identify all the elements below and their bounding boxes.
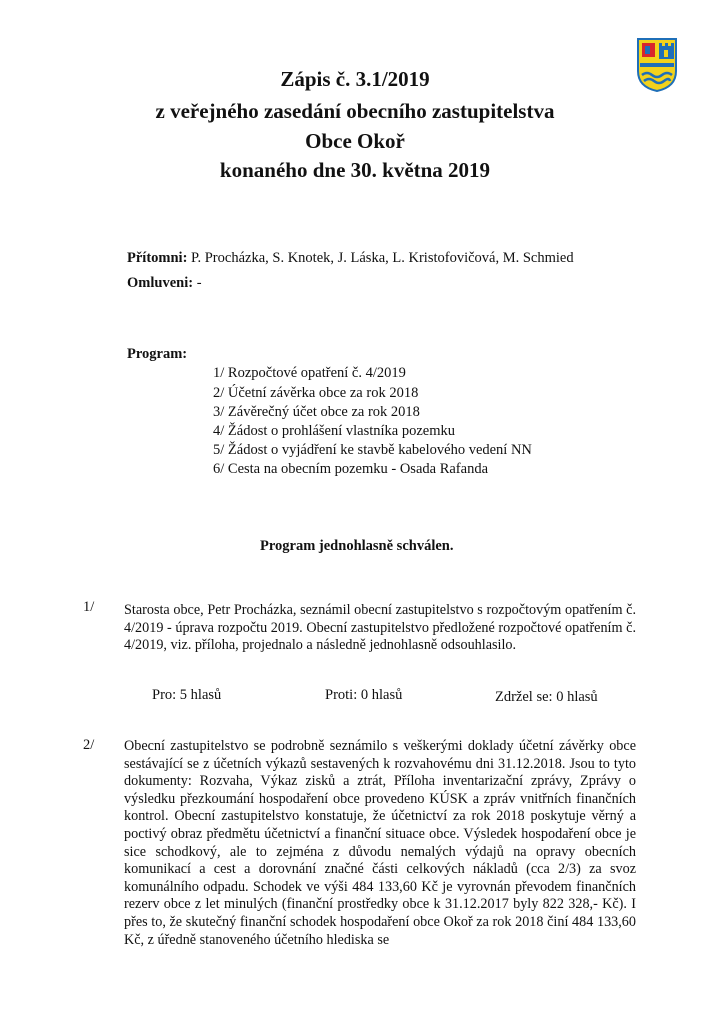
title-line-1: Zápis č. 3.1/2019 [280, 67, 430, 91]
vote-abstain: Zdržel se: 0 hlasů [495, 689, 598, 705]
item-text: Obecní zastupitelstvo se podrobně seznámilo s veškerými doklady účetní závěrky obce sestávající se z účetních výkazů sestavených k rozvahovému dni 31.12.2018. Jsou to tyto dokumenty: Rozvaha, Výkaz zisků a ztrát, Příloha inventarizační zprávy, Zprávy o výsledku přezkoumání hospodaření obce provedeno KÚSK a zpráv vnitřních finančních kontrol. Obecní zastupitelstvo konstatuje, že účetnictví za rok 2018 poskytuje věrný a poctivý obraz předmětu účetnictví a finanční situace obce. Výsledek hospodaření obce je sice schodkový, ale to zejména z důvodu nemalých výdajů na opravy obecních komunikací a cest a dorovnání značné části celkových nákladů (cca 2/3) za svoz komunálního odpadu. Schodek ve výši 484 133,60 Kč je vyrovnán převodem finančních rezerv obce z let minulých (finanční prostředky obce k 31.12.2017 byly 822 328,- Kč). I přes to, že skutečný finanční schodek hospodaření obce Okoř za rok 2018 činí 484 133,60 Kč, z úředně stanoveného účetního hlediska se [124, 738, 636, 948]
item-number: 2/ [83, 737, 95, 753]
program-approval: Program jednohlasně schválen. [260, 538, 454, 554]
present-row [127, 250, 574, 267]
item-text: Starosta obce, Petr Procházka, seznámil obecní zastupitelstvo s rozpočtovým opatřením č. 4/2019 - úprava rozpočtu 2019. Obecní zastupitelstvo předložené rozpočtové opatřením č. 4/2019, viz. příloha, projednalo a následně jednohlasně odsouhlasilo. [124, 602, 636, 654]
program-label: Program: [127, 346, 188, 362]
item-number: 1/ [83, 599, 95, 615]
title-line-2: z veřejného zasedání obecního zastupitelstva [155, 99, 555, 123]
program-item: 1/ Rozpočtové opatření č. 4/2019 [213, 365, 406, 381]
program-item: 6/ Cesta na obecním pozemku - Osada Rafanda [213, 461, 489, 477]
present-names: P. Procházka, S. Knotek, J. Láska, L. Kristofovičová, M. Schmied [191, 250, 574, 266]
excused-names: - [196, 275, 202, 291]
excused-label: Omluveni: [127, 275, 194, 291]
title-line-4: konaného dne 30. května 2019 [219, 158, 491, 182]
vote-against: Proti: 0 hlasů [325, 687, 403, 703]
present-label: Přítomni: [127, 250, 188, 266]
program-item: 3/ Závěrečný účet obce za rok 2018 [213, 404, 420, 420]
title-line-3: Obce Okoř [305, 129, 405, 153]
program-item: 2/ Účetní závěrka obce za rok 2018 [213, 385, 419, 401]
excused-row [127, 275, 202, 292]
program-item: 5/ Žádost o vyjádření ke stavbě kabelového vedení NN [213, 442, 532, 458]
vote-for: Pro: 5 hlasů [152, 687, 222, 703]
program-item: 4/ Žádost o prohlášení vlastníka pozemku [213, 423, 456, 439]
